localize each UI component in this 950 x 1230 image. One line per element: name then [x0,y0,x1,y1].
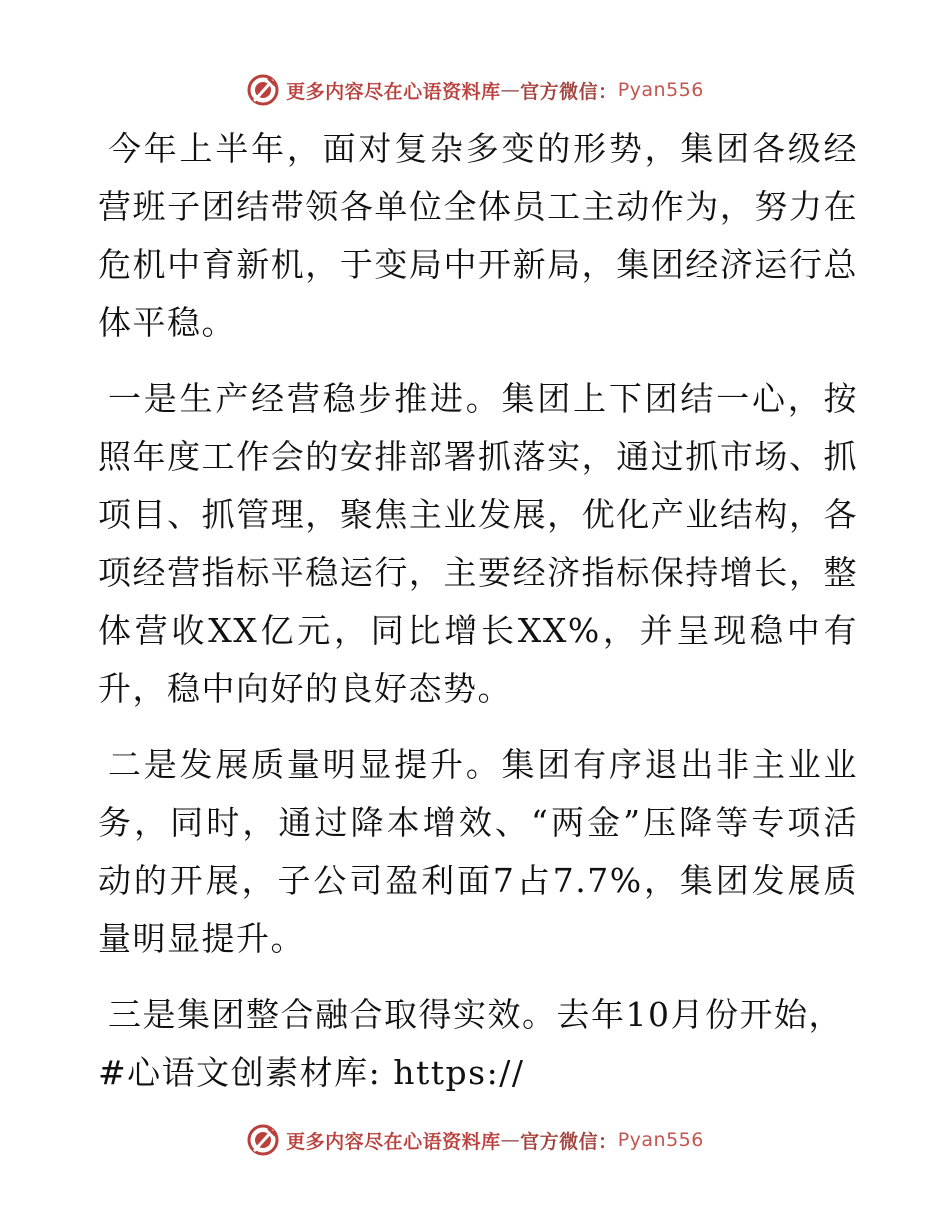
paragraph-quality: 二是发展质量明显提升。集团有序退出非主业业务，同时，通过降本增效、“两金”压降等专项活动的开展，子公司盈利面7占7.7%，集团发展质量明显提升。 [98,745,858,958]
header-watermark [0,70,950,110]
paragraph-integration: 三是集团整合融合取得实效。去年10月份开始， [108,995,843,1034]
pen-seal-icon [246,73,280,107]
watermark-wechat-id: Pyan556 [617,79,704,101]
watermark-dash: — [500,79,521,101]
watermark-dash: — [500,1129,521,1151]
pen-seal-icon [246,1123,280,1157]
footer-watermark [0,1120,950,1160]
document-body [98,120,858,1120]
paragraph-tail-link: #心语文创素材库: https:// [98,1053,525,1092]
watermark-wechat-id: Pyan556 [617,1129,704,1151]
watermark-main-text: 更多内容尽在心语资料库 [286,80,501,103]
watermark-wechat-label: 官方微信： [520,1130,618,1153]
paragraph-intro: 今年上半年，面对复杂多变的形势，集团各级经营班子团结带领各单位全体员工主动作为，努力在危机中育新机，于变局中开新局，集团经济运行总体平稳。 [98,129,858,342]
watermark-main-text: 更多内容尽在心语资料库 [286,1130,501,1153]
watermark-wechat-label: 官方微信： [520,80,618,103]
paragraph-production: 一是生产经营稳步推进。集团上下团结一心，按照年度工作会的安排部署抓落实，通过抓市场、抓项目、抓管理，聚焦主业发展，优化产业结构，各项经营指标平稳运行，主要经济指标保持增长，整体营收XX亿元，同比增长XX%，并呈现稳中有升，稳中向好的良好态势。 [98,379,858,708]
